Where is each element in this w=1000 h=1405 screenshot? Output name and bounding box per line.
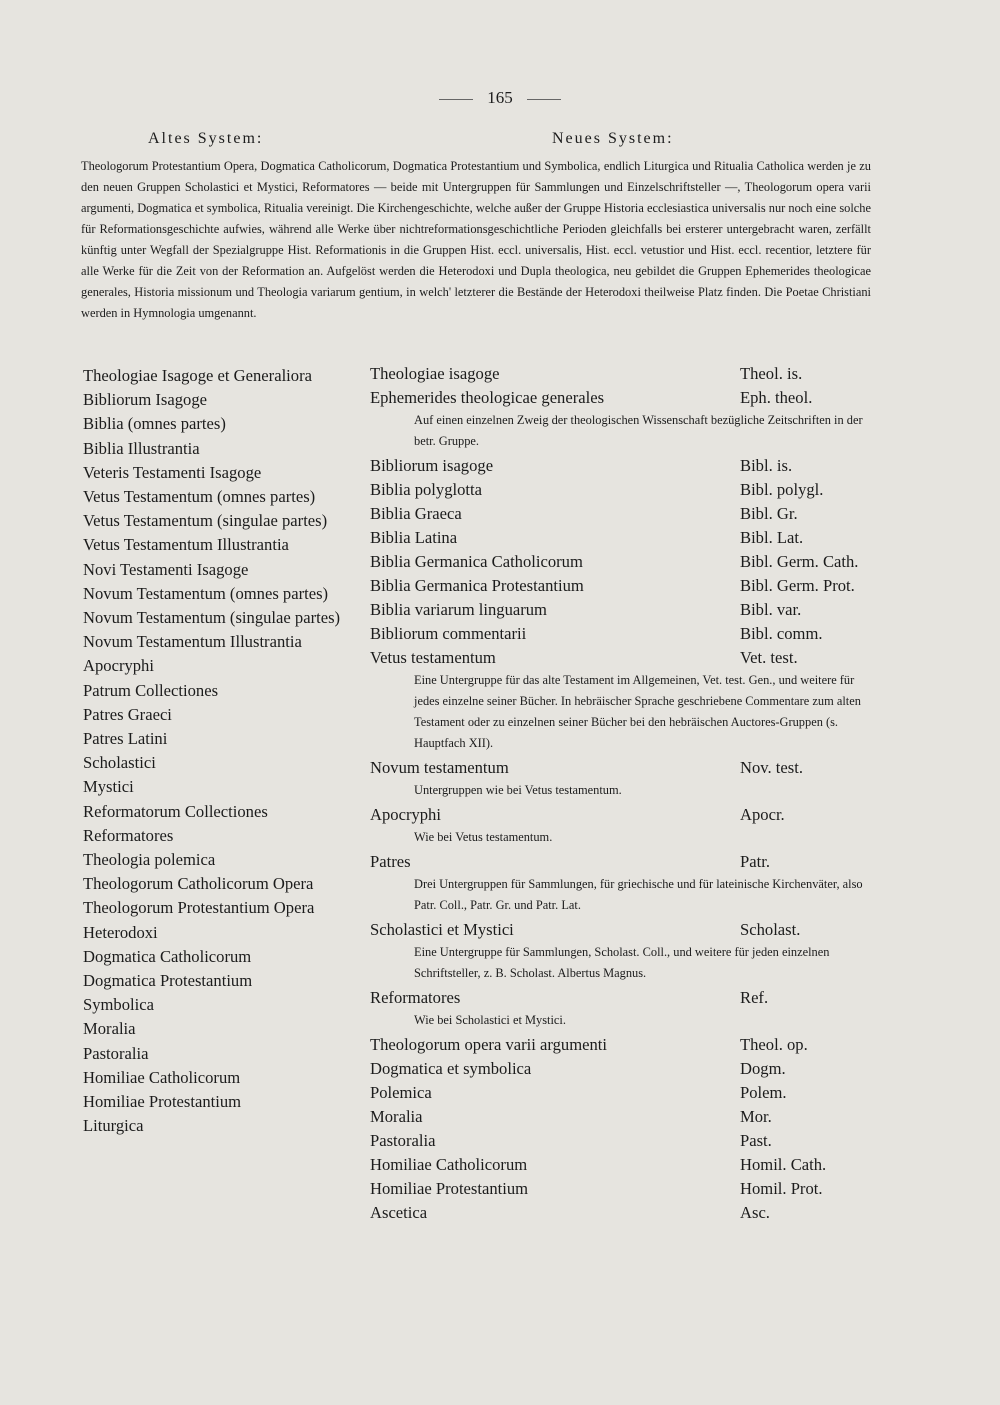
entry-name: Theologiae isagoge (370, 364, 500, 383)
entry-abbreviation: Homil. Prot. (740, 1179, 823, 1198)
entry-name: Reformatores (370, 988, 461, 1007)
entry-name: Dogmatica et symbolica (370, 1059, 532, 1078)
old-system-item: Pastoralia (83, 1043, 149, 1063)
rule-right (527, 99, 561, 100)
old-system-item: Heterodoxi (83, 922, 158, 942)
old-system-item: Homiliae Protestantium (83, 1092, 242, 1112)
entry-abbreviation: Polem. (740, 1083, 787, 1102)
entry-name: Pastoralia (370, 1131, 436, 1150)
old-system-item: Novum Testamentum (omnes partes) (83, 583, 329, 603)
new-system-entry (370, 918, 880, 942)
new-system-entry (370, 1177, 880, 1201)
old-system-item: Scholastici (83, 753, 156, 773)
entry-name: Polemica (370, 1083, 432, 1102)
new-system-entry (370, 502, 880, 526)
old-system-item: Novum Testamentum Illustrantia (83, 632, 302, 652)
entry-abbreviation: Nov. test. (740, 758, 803, 777)
old-system-item: Reformatores (83, 825, 174, 845)
new-system-note: Eine Untergruppe für Sammlungen, Scholast. Coll., und weitere für jeden einzelnen Schriftsteller, z. B. Scholast. Albertus Magnus. (414, 945, 830, 980)
entry-abbreviation: Bibl. var. (740, 600, 802, 619)
old-system-item: Dogmatica Catholicorum (83, 946, 252, 966)
entry-name: Biblia Graeca (370, 504, 462, 523)
new-system-note: Auf einen einzelnen Zweig der theologischen Wissenschaft bezügliche Zeitschriften in der betr. Gruppe. (414, 413, 863, 448)
new-system-entry (370, 803, 880, 827)
new-system-entry (370, 756, 880, 780)
new-system-entry (370, 550, 880, 574)
new-system-entry (370, 454, 880, 478)
entry-name: Apocryphi (370, 805, 441, 824)
new-system-note: Wie bei Vetus testamentum. (414, 830, 553, 844)
new-system-entry (370, 986, 880, 1010)
old-system-item: Mystici (83, 777, 134, 797)
new-system-entry (370, 622, 880, 646)
old-system-item: Patres Graeci (83, 704, 172, 724)
old-system-item: Symbolica (83, 995, 154, 1015)
old-system-item: Novi Testamenti Isagoge (83, 559, 249, 579)
entry-abbreviation: Dogm. (740, 1059, 786, 1078)
old-system-list (83, 364, 358, 1139)
entry-abbreviation: Homil. Cath. (740, 1155, 827, 1174)
entry-abbreviation: Apocr. (740, 805, 785, 824)
new-system-note: Drei Untergruppen für Sammlungen, für griechische und für lateinische Kirchenväter, also Patr. Coll., Patr. Gr. und Patr. Lat. (414, 877, 863, 912)
page-number (0, 88, 1000, 108)
old-system-item: Vetus Testamentum Illustrantia (83, 535, 289, 555)
entry-name: Biblia Germanica Protestantium (370, 576, 584, 595)
entry-abbreviation: Theol. op. (740, 1035, 808, 1054)
old-system-item: Theologorum Catholicorum Opera (83, 874, 314, 894)
old-system-item: Vetus Testamentum (singulae partes) (83, 511, 328, 531)
new-system-entry (370, 1129, 880, 1153)
entry-abbreviation: Eph. theol. (740, 388, 813, 407)
new-system-entry (370, 598, 880, 622)
new-system-entry (370, 478, 880, 502)
new-system-entry (370, 574, 880, 598)
intro-paragraph: Theologorum Protestantium Opera, Dogmatica Catholicorum, Dogmatica Protestantium und Symbolica, endlich Liturgica und Ritualia Catholica werden je zu den neuen Gruppen Scholastici et Mystici, Reformatores — beide mit Untergruppen für Sammlungen und Einzelschriftsteller —, Theologorum opera varii argumenti, Dogmatica et symbolica, Ritualia vereinigt. Die Kirchengeschichte, welche außer der Gruppe Historia ecclesiastica universalis nur noch eine solche für Reformationsgeschichte aufwies, während alle Werke über nichtreformationsgeschichtliche Perioden gleichfalls bei ersterer untergebracht waren, zerfällt künftig unter Wegfall der Spezialgruppe Hist. Reformationis in die Gruppen Hist. eccl. universalis, Hist. eccl. vetustior und Hist. eccl. recentior, letztere für alle Werke für die Zeit von der Reformation an. Aufgelöst werden die Heterodoxi und Dupla theologica, neu gebildet die Gruppen Ephemerides theologicae generales, Historia missionum und Theologia variarum gentium, in welch' letzterer die Bestände der Heterodoxi theilweise Platz finden. Die Poetae Christiani werden in Hymnologia umgenannt. (81, 159, 871, 320)
entry-name: Biblia variarum linguarum (370, 600, 547, 619)
old-system-item: Liturgica (83, 1116, 144, 1136)
entry-abbreviation: Asc. (740, 1203, 770, 1222)
old-system-item: Theologorum Protestantium Opera (83, 898, 315, 918)
entry-name: Vetus testamentum (370, 648, 496, 667)
new-system-entry (370, 1201, 880, 1225)
entry-abbreviation: Bibl. is. (740, 456, 793, 475)
old-system-item: Patres Latini (83, 729, 168, 749)
old-system-item: Theologia polemica (83, 850, 216, 870)
new-system-entry (370, 362, 880, 386)
page-number-text: 165 (487, 88, 513, 107)
old-system-item: Reformatorum Collectiones (83, 801, 268, 821)
old-system-item: Dogmatica Protestantium (83, 971, 253, 991)
entry-name: Homiliae Protestantium (370, 1179, 529, 1198)
entry-name: Novum testamentum (370, 758, 509, 777)
entry-name: Bibliorum commentarii (370, 624, 527, 643)
old-system-item: Bibliorum Isagoge (83, 390, 207, 410)
new-system-note: Untergruppen wie bei Vetus testamentum. (414, 783, 622, 797)
new-system-list (370, 362, 880, 1225)
old-system-item: Biblia (omnes partes) (83, 414, 226, 434)
entry-abbreviation: Bibl. comm. (740, 624, 823, 643)
new-system-entry (370, 1081, 880, 1105)
entry-name: Biblia Latina (370, 528, 458, 547)
entry-name: Moralia (370, 1107, 423, 1126)
heading-old-system: Altes System: (148, 130, 264, 147)
old-system-item: Vetus Testamentum (omnes partes) (83, 487, 316, 507)
new-system-note: Eine Untergruppe für das alte Testament im Allgemeinen, Vet. test. Gen., und weitere für jedes einzelne seiner Bücher. In hebräischer Sprache geschriebene Commentare zum alten Testament oder zu einzelnen seiner Bücher bei den hebräischen Auctores-Gruppen (s. Hauptfach XII). (414, 673, 861, 750)
entry-abbreviation: Mor. (740, 1107, 772, 1126)
entry-name: Ephemerides theologicae generales (370, 388, 605, 407)
entry-name: Scholastici et Mystici (370, 920, 514, 939)
entry-name: Biblia polyglotta (370, 480, 482, 499)
new-system-entry (370, 1057, 880, 1081)
entry-abbreviation: Bibl. Germ. Cath. (740, 552, 859, 571)
entry-abbreviation: Ref. (740, 988, 769, 1007)
entry-abbreviation: Scholast. (740, 920, 801, 939)
entry-name: Bibliorum isagoge (370, 456, 494, 475)
entry-abbreviation: Vet. test. (740, 648, 798, 667)
new-system-entry (370, 526, 880, 550)
entry-name: Homiliae Catholicorum (370, 1155, 528, 1174)
new-system-entry (370, 1033, 880, 1057)
entry-abbreviation: Past. (740, 1131, 772, 1150)
old-system-item: Biblia Illustrantia (83, 438, 200, 458)
entry-abbreviation: Patr. (740, 852, 770, 871)
entry-name: Biblia Germanica Catholicorum (370, 552, 583, 571)
old-system-item: Theologiae Isagoge et Generaliora (83, 366, 312, 385)
entry-abbreviation: Bibl. polygl. (740, 480, 824, 499)
rule-left (439, 99, 473, 100)
heading-new-system: Neues System: (552, 130, 674, 147)
old-system-item: Homiliae Catholicorum (83, 1067, 241, 1087)
old-system-item: Veteris Testamenti Isagoge (83, 462, 262, 482)
old-system-item: Moralia (83, 1019, 136, 1039)
new-system-entry (370, 1105, 880, 1129)
new-system-entry (370, 386, 880, 410)
new-system-entry (370, 1153, 880, 1177)
old-system-item: Novum Testamentum (singulae partes) (83, 608, 341, 628)
entry-abbreviation: Bibl. Germ. Prot. (740, 576, 855, 595)
entry-abbreviation: Theol. is. (740, 364, 803, 383)
new-system-entry (370, 850, 880, 874)
entry-name: Patres (370, 852, 411, 871)
entry-abbreviation: Bibl. Lat. (740, 528, 804, 547)
old-system-item: Patrum Collectiones (83, 680, 219, 700)
new-system-note: Wie bei Scholastici et Mystici. (414, 1013, 566, 1027)
entry-name: Ascetica (370, 1203, 428, 1222)
entry-name: Theologorum opera varii argumenti (370, 1035, 608, 1054)
old-system-item: Apocryphi (83, 656, 154, 676)
entry-abbreviation: Bibl. Gr. (740, 504, 798, 523)
new-system-entry (370, 646, 880, 670)
